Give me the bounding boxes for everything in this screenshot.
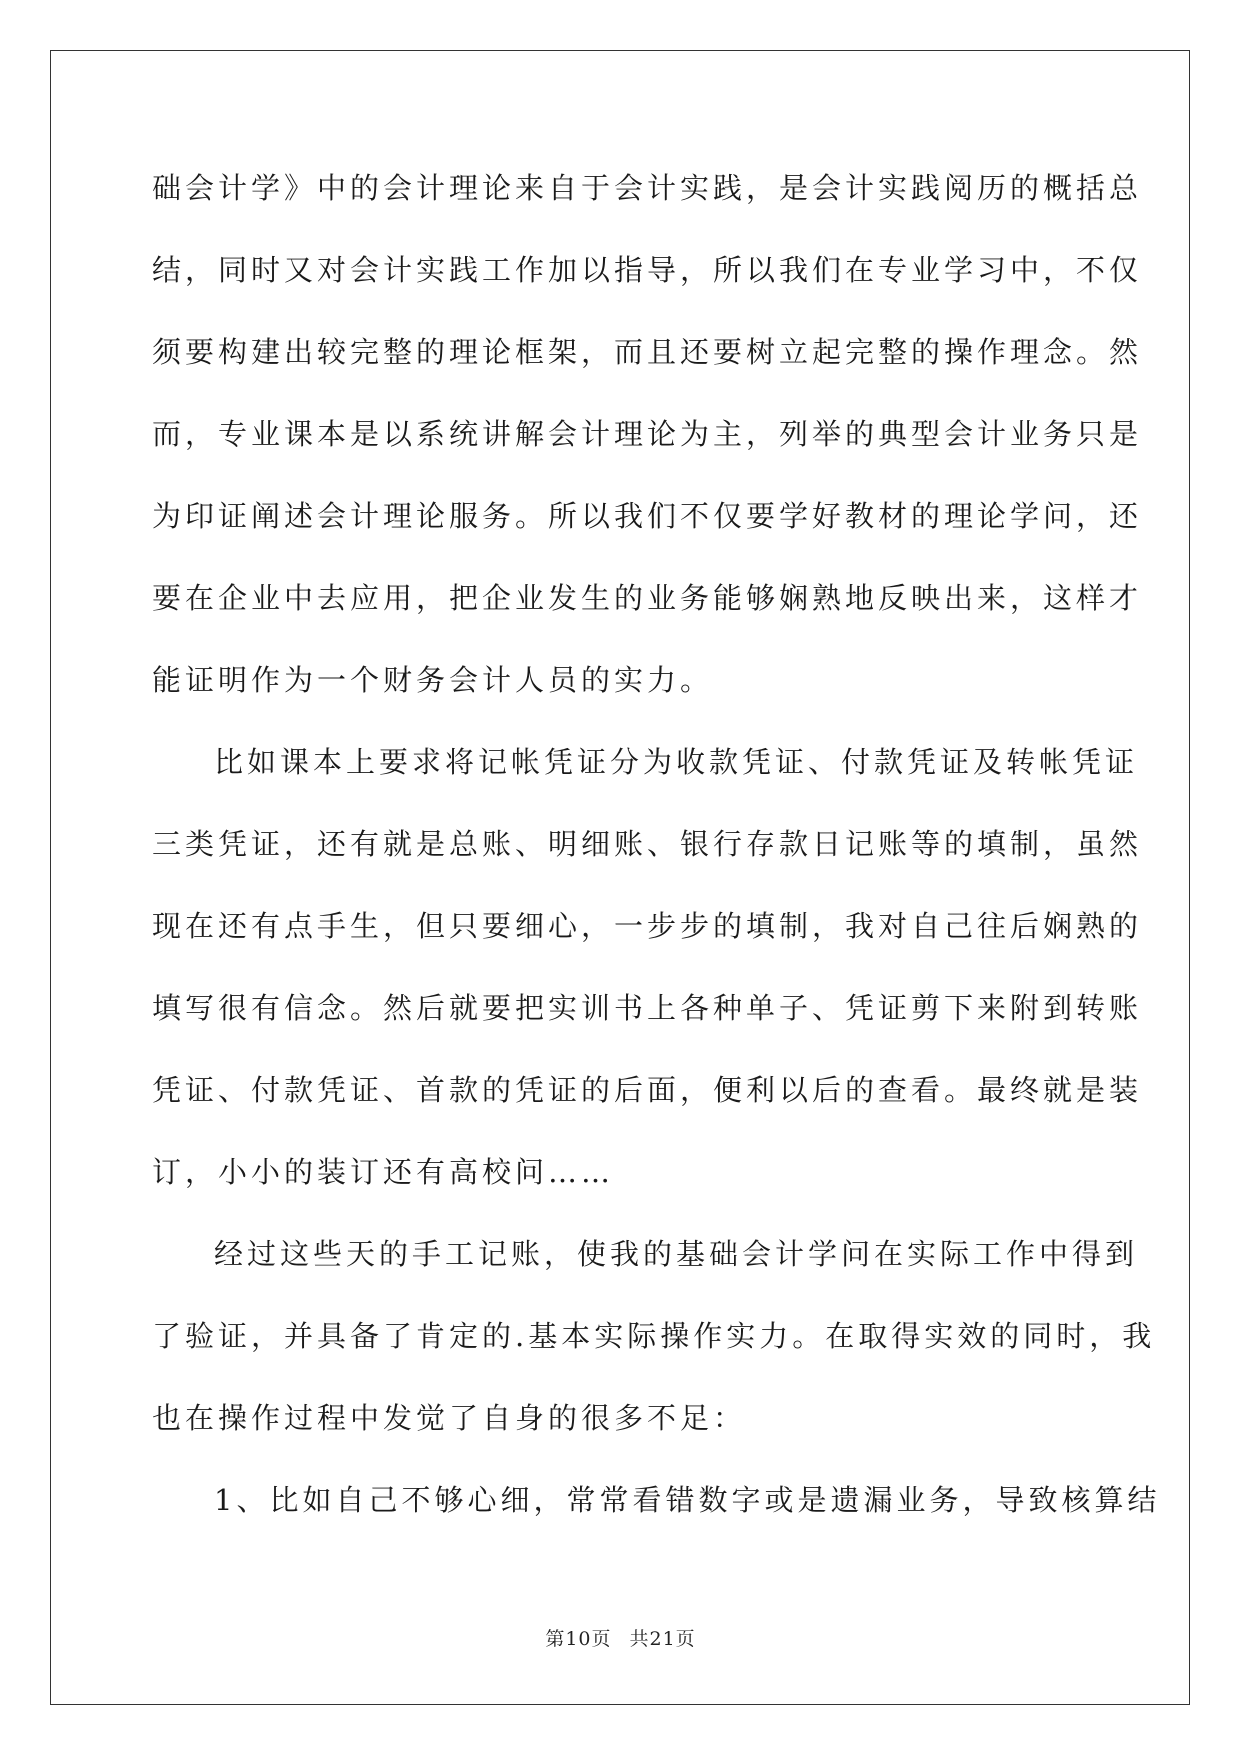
document-body <box>152 160 1161 1554</box>
text-line: 要在企业中去应用，把企业发生的业务能够娴熟地反映出来，这样才 <box>152 581 1143 615</box>
text-line: 结，同时又对会计实践工作加以指导，所以我们在专业学习中，不仅 <box>152 253 1143 287</box>
text-line: 现在还有点手生，但只要细心，一步步的填制，我对自己往后娴熟的 <box>152 909 1143 943</box>
paragraph-first-line: 经过这些天的手工记账，使我的基础会计学问在实际工作中得到 <box>214 1237 1139 1271</box>
text-line: 而，专业课本是以系统讲解会计理论为主，列举的典型会计业务只是 <box>152 417 1143 451</box>
text-line: 能证明作为一个财务会计人员的实力。 <box>152 663 714 697</box>
page-number-current: 第10页 <box>545 1628 612 1650</box>
text-line: 础会计学》中的会计理论来自于会计实践，是会计实践阅历的概括总 <box>152 171 1143 205</box>
text-line: 凭证、付款凭证、首款的凭证的后面，便利以后的查看。最终就是装 <box>152 1073 1143 1107</box>
paragraph-first-line: 比如课本上要求将记帐凭证分为收款凭证、付款凭证及转帐凭证 <box>214 745 1139 779</box>
text-line: 须要构建出较完整的理论框架，而且还要树立起完整的操作理念。然 <box>152 335 1143 369</box>
paragraph-first-line: 1、比如自己不够心细，常常看错数字或是遗漏业务，导致核算结 <box>214 1483 1161 1517</box>
text-line: 填写很有信念。然后就要把实训书上各种单子、凭证剪下来附到转账 <box>152 991 1143 1025</box>
text-line: 为印证阐述会计理论服务。所以我们不仅要学好教材的理论学问，还 <box>152 499 1143 533</box>
text-line: 三类凭证，还有就是总账、明细账、银行存款日记账等的填制，虽然 <box>152 827 1143 861</box>
text-line: 也在操作过程中发觉了自身的很多不足： <box>152 1401 747 1435</box>
page-footer <box>0 1624 1241 1651</box>
text-line: 了验证，并具备了肯定的.基本实际操作实力。在取得实效的同时，我 <box>152 1319 1156 1353</box>
text-line: 订，小小的装订还有高校问…… <box>152 1155 615 1189</box>
page-number-total: 共21页 <box>629 1628 696 1650</box>
